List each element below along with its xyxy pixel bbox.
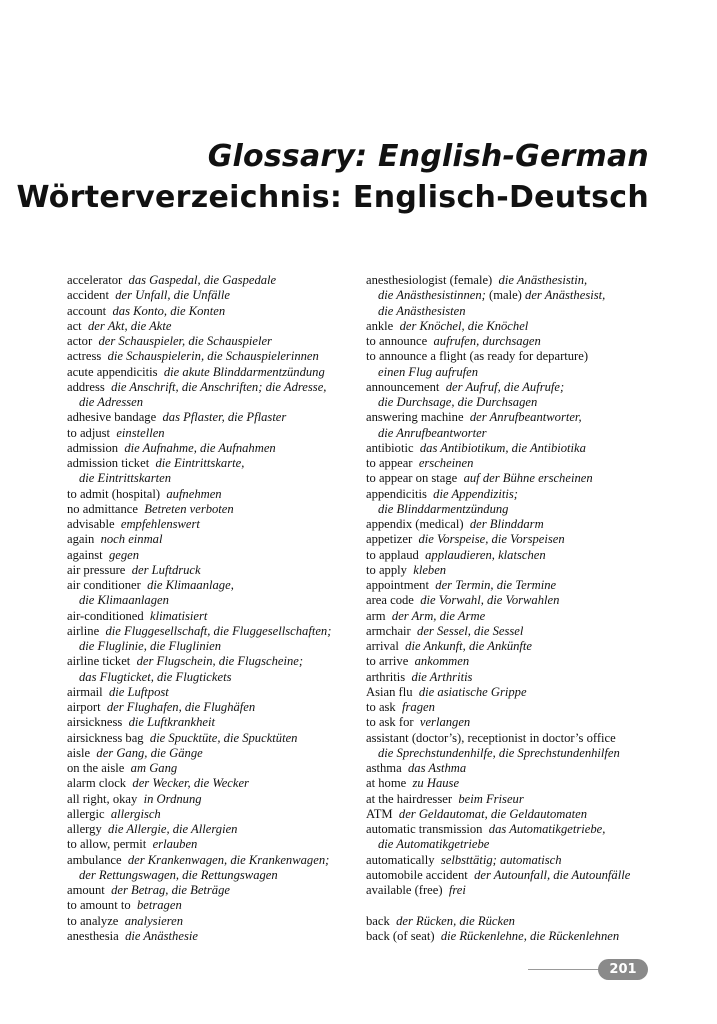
page-number-rule: [528, 969, 608, 970]
glossary-entry: [366, 487, 658, 502]
glossary-entry: [67, 898, 357, 913]
glossary-entry: [67, 349, 357, 364]
english-term: back: [366, 913, 390, 928]
glossary-entry: [67, 822, 357, 837]
german-term: einen Flug aufrufen: [378, 364, 479, 379]
glossary-entry-continuation: [366, 304, 658, 319]
english-term: alarm clock: [67, 776, 127, 791]
german-term: die Anrufbeantworter: [378, 425, 487, 440]
german-term: die Spucktüte, die Spucktüten: [149, 730, 298, 745]
english-term: answering machine: [366, 410, 464, 425]
english-term: no admittance: [67, 501, 138, 516]
german-term: die Blinddarmentzündung: [378, 501, 509, 516]
german-term: auf der Bühne erscheinen: [463, 471, 593, 486]
glossary-entry: [67, 807, 357, 822]
english-term: (male): [485, 288, 526, 303]
german-term: der Arm, die Arme: [391, 608, 486, 623]
german-term: der Anrufbeantworter,: [469, 410, 582, 425]
glossary-entry: [67, 441, 357, 456]
german-term: die Durchsage, die Durchsagen: [378, 395, 538, 409]
german-term: der Blinddarm: [469, 517, 544, 531]
glossary-entry: [366, 334, 658, 349]
english-term: amount: [67, 883, 105, 897]
english-term: airmail: [67, 684, 103, 699]
glossary-entry: [366, 868, 658, 883]
german-term: das Gaspedal, die Gaspedale: [128, 273, 277, 287]
english-term: actor: [67, 334, 93, 348]
glossary-entry: [366, 639, 658, 654]
english-term: address: [67, 379, 105, 394]
glossary-entry: [67, 883, 357, 898]
glossary-entry: [67, 914, 357, 929]
glossary-entry: [67, 563, 357, 578]
german-term: die Adressen: [79, 395, 144, 409]
english-term: aisle: [67, 745, 91, 760]
english-term: airsickness bag: [67, 730, 144, 745]
english-term: all right, okay: [67, 791, 138, 806]
english-term: automatic transmission: [366, 822, 483, 836]
english-term: appointment: [366, 578, 429, 592]
english-term: arrival: [366, 639, 399, 653]
german-term: der Autounfall, die Autounfälle: [474, 867, 631, 882]
german-term: das Flugticket, die Flugtickets: [79, 669, 232, 684]
glossary-entry-continuation: [67, 395, 357, 410]
english-term: automatically: [366, 852, 435, 867]
glossary-entry-continuation: [67, 593, 357, 608]
english-term: ambulance: [67, 852, 122, 867]
glossary-entry: [366, 563, 658, 578]
english-term: to arrive: [366, 654, 409, 669]
german-term: die Anästhesie: [125, 928, 198, 943]
german-term: die akute Blinddarmentzündung: [163, 364, 325, 379]
glossary-entry: [67, 273, 357, 288]
glossary-entry: [67, 761, 357, 776]
german-term: beim Friseur: [458, 791, 524, 806]
english-term: to allow, permit: [67, 837, 147, 852]
german-term: der Sessel, die Sessel: [417, 623, 524, 638]
german-term: der Rettungswagen, die Rettungswagen: [79, 867, 278, 882]
glossary-title-german: Wörterverzeichnis: Englisch-Deutsch: [16, 180, 649, 215]
german-term: allergisch: [110, 806, 161, 821]
german-term: die Sprechstundenhilfe, die Sprechstundenhilfen: [378, 745, 620, 760]
glossary-entry: [366, 654, 658, 669]
english-term: on the aisle: [67, 761, 125, 775]
glossary-entry: [67, 487, 357, 502]
german-term: klimatisiert: [149, 608, 208, 623]
glossary-entry: [366, 517, 658, 532]
english-term: anesthesiologist (female): [366, 273, 493, 287]
german-term: aufrufen, durchsagen: [433, 334, 541, 348]
german-term: die Vorspeise, die Vorspeisen: [418, 532, 565, 547]
german-term: der Termin, die Termine: [435, 578, 557, 592]
page-number: 201: [598, 959, 648, 980]
glossary-entry-continuation: [67, 670, 357, 685]
glossary-entry: [67, 304, 357, 319]
glossary-entry: [67, 517, 357, 532]
german-term: die Klimaanlagen: [79, 593, 169, 608]
german-term: am Gang: [130, 761, 178, 775]
german-term: die Vorwahl, die Vorwahlen: [420, 593, 560, 608]
glossary-entry: [67, 792, 357, 807]
english-term: anesthesia: [67, 928, 119, 943]
german-term: gegen: [108, 547, 140, 562]
german-term: die Automatikgetriebe: [378, 837, 490, 852]
english-term: air conditioner: [67, 578, 141, 592]
glossary-title-english: Glossary: English-German: [207, 139, 649, 174]
german-term: empfehlenswert: [120, 517, 200, 531]
english-term: accelerator: [67, 273, 123, 287]
english-term: allergy: [67, 822, 102, 836]
german-term: das Automatikgetriebe,: [488, 822, 606, 836]
glossary-entry: [366, 319, 658, 334]
glossary-entry: [366, 731, 658, 746]
glossary-entry: [67, 654, 357, 669]
german-term: die Fluggesellschaft, die Fluggesellschaften;: [105, 623, 332, 638]
glossary-entry: [366, 807, 658, 822]
german-term: zu Hause: [412, 776, 460, 791]
glossary-entry-continuation: [366, 837, 658, 852]
german-term: einstellen: [116, 425, 165, 440]
german-term: betragen: [136, 898, 182, 913]
english-term: airsickness: [67, 715, 123, 730]
english-term: advisable: [67, 517, 115, 531]
german-term: aufnehmen: [166, 486, 222, 501]
german-term: die Fluglinie, die Fluglinien: [79, 639, 221, 653]
glossary-entry: [366, 548, 658, 563]
glossary-entry: [67, 319, 357, 334]
german-term: der Geldautomat, die Geldautomaten: [398, 806, 588, 821]
english-term: airline: [67, 623, 100, 638]
glossary-entry: [366, 609, 658, 624]
glossary-entry: [366, 593, 658, 608]
glossary-entry: [366, 624, 658, 639]
german-term: der Flughafen, die Flughäfen: [106, 700, 256, 714]
german-term: die Eintrittskarte,: [155, 456, 245, 470]
german-term: der Luftdruck: [131, 562, 201, 577]
german-term: die Luftpost: [108, 684, 169, 699]
glossary-entry: [67, 929, 357, 944]
glossary-entry: [366, 715, 658, 730]
german-term: die Appendizitis;: [433, 486, 518, 501]
glossary-entry: [67, 334, 357, 349]
english-term: antibiotic: [366, 440, 414, 455]
german-term: der Anästhesist,: [525, 288, 606, 303]
english-term: adhesive bandage: [67, 410, 157, 425]
glossary-entry: [67, 532, 357, 547]
german-term: die Anästhesisten: [378, 303, 466, 318]
german-term: das Konto, die Konten: [112, 303, 226, 318]
english-term: to analyze: [67, 913, 119, 928]
glossary-entry: [366, 441, 658, 456]
english-term: ankle: [366, 318, 394, 333]
german-term: das Pflaster, die Pflaster: [162, 410, 287, 425]
glossary-entry: [366, 670, 658, 685]
glossary-entry: [67, 426, 357, 441]
german-term: erscheinen: [418, 456, 474, 470]
german-term: ankommen: [414, 654, 470, 669]
english-term: air-conditioned: [67, 608, 144, 623]
glossary-entry: [366, 822, 658, 837]
glossary-entry: [366, 914, 658, 929]
glossary-entry-continuation: [366, 288, 658, 303]
glossary-entry-continuation: [67, 639, 357, 654]
english-term: appendix (medical): [366, 517, 464, 531]
glossary-entry-continuation: [366, 502, 658, 517]
english-term: appendicitis: [366, 486, 427, 501]
english-term: to apply: [366, 562, 407, 577]
english-term: appetizer: [366, 532, 413, 547]
german-term: die Allergie, die Allergien: [108, 822, 238, 836]
glossary-entry-continuation: [67, 471, 357, 486]
german-term: der Betrag, die Beträge: [111, 883, 230, 897]
german-term: der Krankenwagen, die Krankenwagen;: [127, 852, 330, 867]
glossary-entry: [67, 685, 357, 700]
english-term: available (free): [366, 883, 443, 897]
glossary-entry: [366, 700, 658, 715]
english-term: at the hairdresser: [366, 791, 453, 806]
english-term: to ask: [366, 700, 396, 714]
glossary-entry: [67, 746, 357, 761]
german-term: die asiatische Grippe: [418, 684, 527, 699]
english-term: airline ticket: [67, 654, 131, 669]
english-term: back (of seat): [366, 928, 435, 943]
glossary-entry: [67, 853, 357, 868]
english-term: air pressure: [67, 562, 126, 577]
german-term: die Arthritis: [411, 669, 473, 684]
english-term: act: [67, 318, 82, 333]
german-term: der Knöchel, die Knöchel: [399, 318, 529, 333]
english-term: arthritis: [366, 669, 406, 684]
glossary-column-left: [67, 273, 357, 944]
glossary-entry: [67, 700, 357, 715]
german-term: der Unfall, die Unfälle: [115, 288, 230, 303]
german-term: die Klimaanlage,: [147, 578, 234, 592]
english-term: ATM: [366, 806, 393, 821]
glossary-entry: [366, 776, 658, 791]
glossary-entry: [67, 715, 357, 730]
english-term: armchair: [366, 623, 411, 638]
english-term: again: [67, 532, 95, 547]
glossary-entry: [366, 883, 658, 898]
german-term: die Anschrift, die Anschriften; die Adresse,: [111, 379, 327, 394]
english-term: at home: [366, 776, 407, 791]
glossary-entry: [67, 624, 357, 639]
glossary-entry: [67, 502, 357, 517]
german-term: die Schauspielerin, die Schauspielerinnen: [107, 349, 319, 364]
german-term: die Rückenlehne, die Rückenlehnen: [440, 928, 620, 943]
german-term: das Antibiotikum, die Antibiotika: [419, 440, 586, 455]
glossary-entry: [67, 456, 357, 471]
german-term: selbsttätig; automatisch: [440, 852, 562, 867]
glossary-entry: [366, 792, 658, 807]
english-term: admission ticket: [67, 456, 150, 470]
german-term: der Gang, die Gänge: [96, 745, 203, 760]
german-term: das Asthma: [407, 761, 467, 775]
english-term: to adjust: [67, 425, 111, 440]
german-term: die Anästhesistin,: [498, 273, 588, 287]
english-term: airport: [67, 700, 101, 714]
glossary-entry: [67, 365, 357, 380]
english-term: to announce a flight (as ready for departure): [366, 349, 589, 364]
english-term: against: [67, 547, 103, 562]
german-term: frei: [448, 883, 466, 897]
german-term: fragen: [402, 700, 435, 714]
english-term: Asian flu: [366, 684, 413, 699]
glossary-entry: [366, 380, 658, 395]
glossary-entry: [67, 837, 357, 852]
english-term: automobile accident: [366, 867, 468, 882]
english-term: accident: [67, 288, 109, 303]
english-term: announcement: [366, 379, 440, 394]
german-term: applaudieren, klatschen: [425, 547, 546, 562]
english-term: account: [67, 303, 107, 318]
english-term: assistant (doctor’s), receptionist in doctor’s office: [366, 730, 616, 745]
glossary-entry: [67, 731, 357, 746]
german-term: verlangen: [419, 715, 471, 730]
german-term: erlauben: [152, 837, 198, 852]
german-term: noch einmal: [100, 532, 163, 547]
german-term: analysieren: [124, 913, 183, 928]
english-term: to announce: [366, 334, 428, 348]
glossary-entry: [67, 288, 357, 303]
english-term: admission: [67, 440, 119, 455]
glossary-entry: [366, 532, 658, 547]
german-term: Betreten verboten: [144, 501, 234, 516]
glossary-entry-continuation: [366, 365, 658, 380]
english-term: to amount to: [67, 898, 131, 913]
german-term: die Ankunft, die Ankünfte: [405, 639, 533, 653]
english-term: allergic: [67, 806, 105, 821]
german-term: die Aufnahme, die Aufnahmen: [124, 440, 276, 455]
english-term: to admit (hospital): [67, 486, 161, 501]
english-term: area code: [366, 593, 414, 608]
german-term: die Anästhesistinnen;: [378, 288, 486, 303]
glossary-entry: [366, 349, 658, 364]
english-term: to ask for: [366, 715, 414, 730]
german-term: der Rücken, die Rücken: [396, 913, 515, 928]
glossary-section-gap: [366, 898, 658, 913]
glossary-entry: [67, 410, 357, 425]
english-term: arm: [366, 608, 386, 623]
english-term: asthma: [366, 761, 402, 775]
glossary-entry: [366, 578, 658, 593]
glossary-entry: [366, 685, 658, 700]
glossary-entry: [366, 410, 658, 425]
german-term: der Akt, die Akte: [87, 318, 172, 333]
glossary-entry: [67, 548, 357, 563]
glossary-entry-continuation: [366, 426, 658, 441]
german-term: die Eintrittskarten: [79, 471, 171, 486]
english-term: to appear on stage: [366, 471, 458, 486]
glossary-entry: [67, 380, 357, 395]
glossary-entry-continuation: [366, 395, 658, 410]
german-term: der Wecker, die Wecker: [132, 776, 249, 791]
glossary-entry: [67, 776, 357, 791]
german-term: der Aufruf, die Aufrufe;: [445, 379, 565, 394]
german-term: kleben: [413, 562, 447, 577]
glossary-entry: [366, 471, 658, 486]
glossary-entry-continuation: [67, 868, 357, 883]
glossary-entry: [67, 609, 357, 624]
glossary-column-right: [366, 273, 658, 944]
glossary-entry: [366, 761, 658, 776]
german-term: der Flugschein, die Flugscheine;: [136, 654, 304, 669]
glossary-entry: [67, 578, 357, 593]
english-term: acute appendicitis: [67, 364, 158, 379]
german-term: der Schauspieler, die Schauspieler: [98, 334, 272, 348]
german-term: die Luftkrankheit: [128, 715, 215, 730]
english-term: to applaud: [366, 547, 419, 562]
english-term: to appear: [366, 456, 413, 470]
glossary-entry: [366, 273, 658, 288]
english-term: actress: [67, 349, 102, 364]
glossary-entry-continuation: [366, 746, 658, 761]
german-term: in Ordnung: [143, 791, 202, 806]
glossary-entry: [366, 853, 658, 868]
glossary-entry: [366, 456, 658, 471]
glossary-entry: [366, 929, 658, 944]
